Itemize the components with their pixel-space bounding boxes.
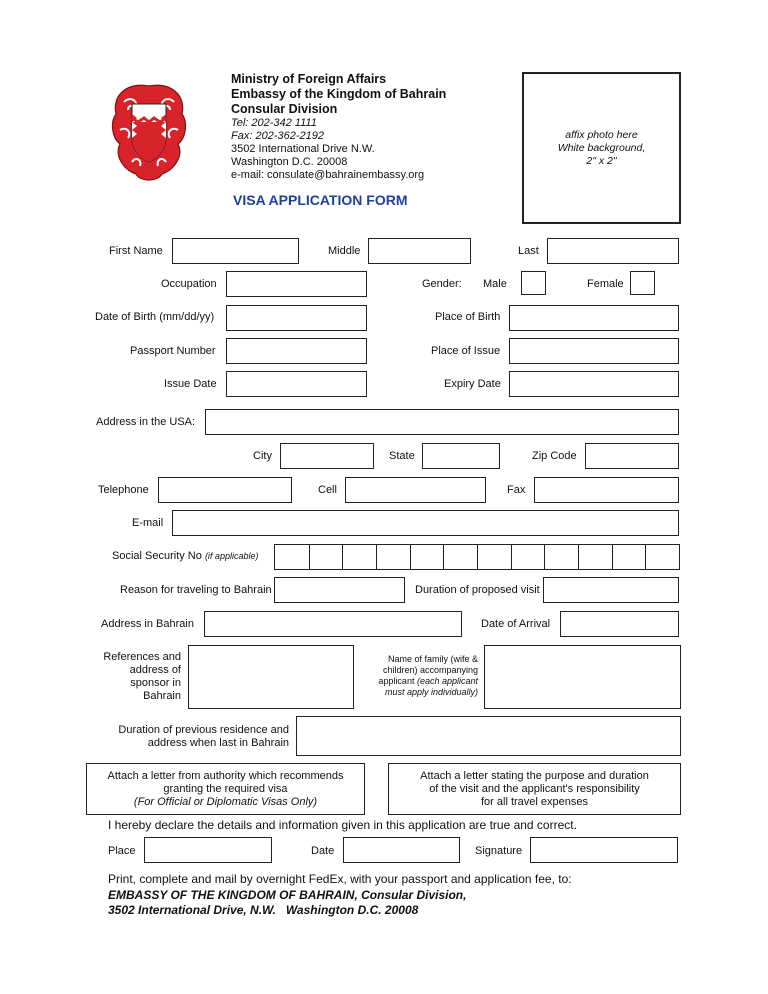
ssn-digit-divider — [645, 545, 646, 569]
family-line-4: must apply individually) — [384, 687, 478, 697]
city-field[interactable] — [280, 443, 374, 469]
ssn-digit-divider — [544, 545, 545, 569]
place-of-issue-label: Place of Issue — [431, 345, 501, 357]
female-label: Female — [587, 278, 624, 290]
photo-instruction-3: 2" x 2" — [586, 155, 617, 167]
references-line-2: address of — [129, 664, 181, 676]
place-label: Place — [108, 845, 136, 857]
signature-field[interactable] — [530, 837, 678, 863]
male-label: Male — [483, 278, 507, 290]
ssn-digit-divider — [578, 545, 579, 569]
attach-left-line-3: (For Official or Diplomatic Visas Only) — [133, 796, 318, 808]
zip-label: Zip Code — [532, 450, 577, 462]
ministry-name: Ministry of Foreign Affairs — [231, 72, 387, 86]
ssn-note: (if applicable) — [204, 551, 259, 561]
ssn-digit-divider — [511, 545, 512, 569]
ssn-label — [112, 550, 258, 563]
family-line-3-note: (each applicant — [414, 676, 478, 686]
signature-label: Signature — [475, 845, 523, 857]
ssn-digit-divider — [410, 545, 411, 569]
attach-right-line-1: Attach a letter stating the purpose and duration — [420, 770, 649, 782]
references-line-4: Bahrain — [143, 690, 181, 702]
declaration-text: I hereby declare the details and information given in this application are true and correct. — [108, 818, 577, 832]
photo-instruction-2: White background, — [557, 142, 646, 154]
date-arrival-field[interactable] — [560, 611, 679, 637]
date-label: Date — [311, 845, 335, 857]
expiry-date-label: Expiry Date — [444, 378, 501, 390]
date-arrival-label: Date of Arrival — [481, 618, 551, 630]
place-of-birth-label: Place of Birth — [435, 311, 501, 323]
date-field[interactable] — [343, 837, 460, 863]
prev-residence-line-2: address when last in Bahrain — [147, 737, 289, 749]
references-line-3: sponsor in — [130, 677, 181, 689]
dob-label: Date of Birth (mm/dd/yy) — [95, 311, 215, 323]
division-name: Consular Division — [231, 102, 338, 116]
family-line-3: applicant — [378, 676, 415, 686]
embassy-fax: Fax: 202-362-2192 — [231, 130, 324, 142]
family-line-2: children) accompanying — [382, 665, 478, 675]
passport-number-label: Passport Number — [130, 345, 216, 357]
email-label: E-mail — [132, 517, 164, 529]
place-of-birth-field[interactable] — [509, 305, 679, 331]
ssn-digit-divider — [443, 545, 444, 569]
ssn-digit-divider — [477, 545, 478, 569]
address-bahrain-field[interactable] — [204, 611, 462, 637]
dob-field[interactable] — [226, 305, 367, 331]
family-line-1: Name of family (wife & — [387, 654, 478, 664]
gender-label: Gender: — [422, 278, 462, 290]
duration-visit-label: Duration of proposed visit — [415, 584, 540, 596]
mailing-address: 3502 International Drive, N.W. Washington D.C. 20008 — [108, 903, 419, 917]
fax-label: Fax — [507, 484, 526, 496]
issue-date-label: Issue Date — [164, 378, 217, 390]
attach-recommendation-box — [86, 763, 365, 815]
place-field[interactable] — [144, 837, 272, 863]
fax-field[interactable] — [534, 477, 679, 503]
cell-field[interactable] — [345, 477, 486, 503]
female-checkbox[interactable] — [630, 271, 655, 295]
reason-label: Reason for traveling to Bahrain — [120, 584, 272, 596]
embassy-address-line1: 3502 International Drive N.W. — [231, 143, 375, 155]
address-usa-label: Address in the USA: — [96, 416, 196, 428]
ssn-label-text: Social Security No — [112, 550, 202, 562]
embassy-email: e-mail: consulate@bahrainembassy.org — [231, 169, 425, 181]
prev-residence-field[interactable] — [296, 716, 681, 756]
embassy-tel: Tel: 202-342 1111 — [231, 117, 317, 129]
ssn-field[interactable] — [274, 544, 680, 570]
passport-number-field[interactable] — [226, 338, 367, 364]
telephone-field[interactable] — [158, 477, 292, 503]
zip-field[interactable] — [585, 443, 679, 469]
reason-field[interactable] — [274, 577, 405, 603]
place-of-issue-field[interactable] — [509, 338, 679, 364]
last-name-field[interactable] — [547, 238, 679, 264]
references-line-1: References and — [103, 651, 181, 663]
references-label — [96, 651, 181, 703]
photo-instruction-1: affix photo here — [565, 129, 638, 141]
email-field[interactable] — [172, 510, 679, 536]
attach-right-line-3: for all travel expenses — [481, 796, 588, 808]
photo-box[interactable] — [522, 72, 681, 224]
references-field[interactable] — [188, 645, 354, 709]
ssn-digit-divider — [309, 545, 310, 569]
prev-residence-line-1: Duration of previous residence and — [118, 724, 289, 736]
ssn-digit-divider — [376, 545, 377, 569]
embassy-name: Embassy of the Kingdom of Bahrain — [231, 87, 447, 101]
middle-name-field[interactable] — [368, 238, 471, 264]
cell-label: Cell — [318, 484, 337, 496]
embassy-address-line2: Washington D.C. 20008 — [231, 156, 348, 168]
attach-purpose-box — [388, 763, 681, 815]
family-field[interactable] — [484, 645, 681, 709]
occupation-label: Occupation — [161, 278, 217, 290]
duration-visit-field[interactable] — [543, 577, 679, 603]
address-usa-field[interactable] — [205, 409, 679, 435]
address-bahrain-label: Address in Bahrain — [101, 618, 194, 630]
state-label: State — [389, 450, 415, 462]
family-label — [360, 654, 478, 698]
expiry-date-field[interactable] — [509, 371, 679, 397]
attach-left-line-1: Attach a letter from authority which recommends — [107, 770, 344, 782]
first-name-field[interactable] — [172, 238, 299, 264]
mailing-instruction: Print, complete and mail by overnight FedEx, with your passport and application fee, to: — [108, 872, 572, 886]
male-checkbox[interactable] — [521, 271, 546, 295]
form-title: VISA APPLICATION FORM — [233, 192, 408, 208]
occupation-field[interactable] — [226, 271, 367, 297]
mailing-recipient: EMBASSY OF THE KINGDOM OF BAHRAIN, Consular Division, — [108, 888, 467, 902]
first-name-label: First Name — [109, 245, 163, 257]
attach-right-line-2: of the visit and the applicant's responsibility — [429, 783, 640, 795]
ssn-digit-divider — [612, 545, 613, 569]
middle-name-label: Middle — [328, 245, 361, 257]
attach-left-line-2: granting the required visa — [163, 783, 288, 795]
state-field[interactable] — [422, 443, 500, 469]
last-name-label: Last — [518, 245, 539, 257]
prev-residence-label — [100, 724, 289, 750]
ssn-digit-divider — [342, 545, 343, 569]
telephone-label: Telephone — [98, 484, 149, 496]
bahrain-emblem — [106, 78, 192, 186]
issue-date-field[interactable] — [226, 371, 367, 397]
city-label: City — [253, 450, 272, 462]
